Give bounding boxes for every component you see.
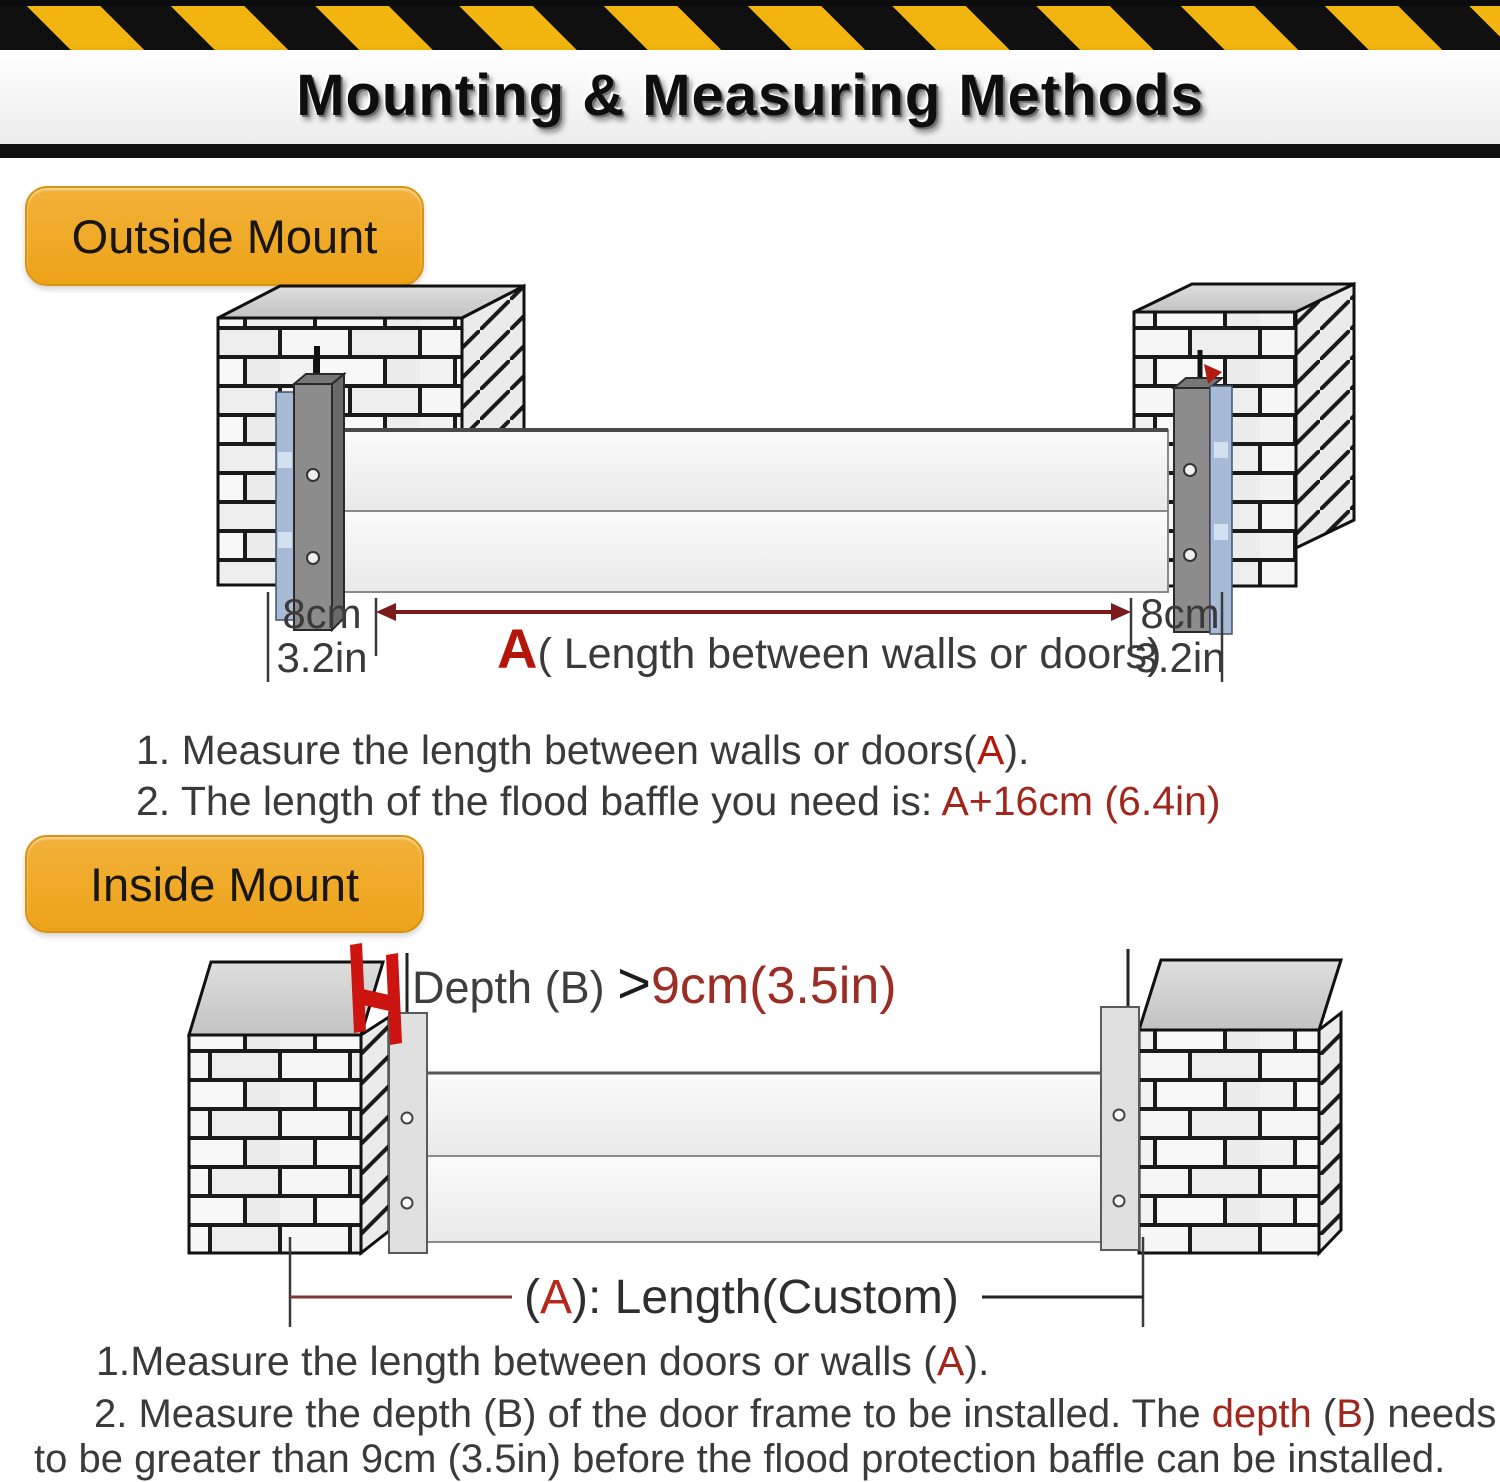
- inside-mount-diagram: [0, 935, 1500, 1335]
- inside-step-1: 1.Measure the length between doors or walls (A).: [96, 1338, 990, 1384]
- mounting-bracket-left: [294, 346, 344, 630]
- dim-right-in: 3.2in: [1134, 634, 1226, 681]
- inside-mount-label: Inside Mount: [89, 857, 360, 911]
- dimension-arrow: [376, 603, 1131, 621]
- outside-mount-diagram: [0, 270, 1500, 695]
- header-divider-bar: [0, 144, 1500, 158]
- title-banner: [0, 50, 1500, 144]
- outside-step-2: 2. The length of the flood baffle you need is: A+16cm (6.4in): [136, 778, 1221, 824]
- channel-bracket-right-inside: [1101, 949, 1139, 1250]
- flood-baffle-inside: [427, 1073, 1101, 1242]
- dim-left-in: 3.2in: [276, 634, 368, 681]
- span-length-label: A( Length between walls or doors): [497, 617, 1162, 680]
- section-label-inside-mount: [25, 835, 424, 933]
- inside-step-2-line-2: to be greater than 9cm (3.5in) before the flood protection baffle can be installed.: [34, 1437, 1446, 1481]
- accent-formula: A+16cm (6.4in): [941, 778, 1221, 824]
- dim-left-cm: 8cm: [282, 590, 362, 637]
- brick-pillar-right-inside: [1139, 960, 1341, 1253]
- dim-right-cm: 8cm: [1140, 590, 1220, 637]
- accent-A: A: [976, 727, 1005, 773]
- outside-step-1: 1. Measure the length between walls or doors(A).: [136, 727, 1030, 773]
- page-title: Mounting & Measuring Methods: [296, 63, 1204, 128]
- inside-step-2-line-1: 2. Measure the depth (B) of the door frame to be installed. The depth (B) needs: [94, 1392, 1497, 1436]
- depth-label: Depth (B) >9cm(3.5in): [412, 951, 897, 1016]
- accent-A-inside: A: [936, 1338, 965, 1384]
- seal-strip-left: [276, 392, 294, 620]
- top-black-edge: [0, 0, 1500, 6]
- hazard-stripe-banner: [0, 0, 1500, 52]
- flood-baffle: [332, 430, 1168, 592]
- length-label: (A): Length(Custom): [524, 1271, 959, 1324]
- outside-mount-label: Outside Mount: [71, 209, 378, 263]
